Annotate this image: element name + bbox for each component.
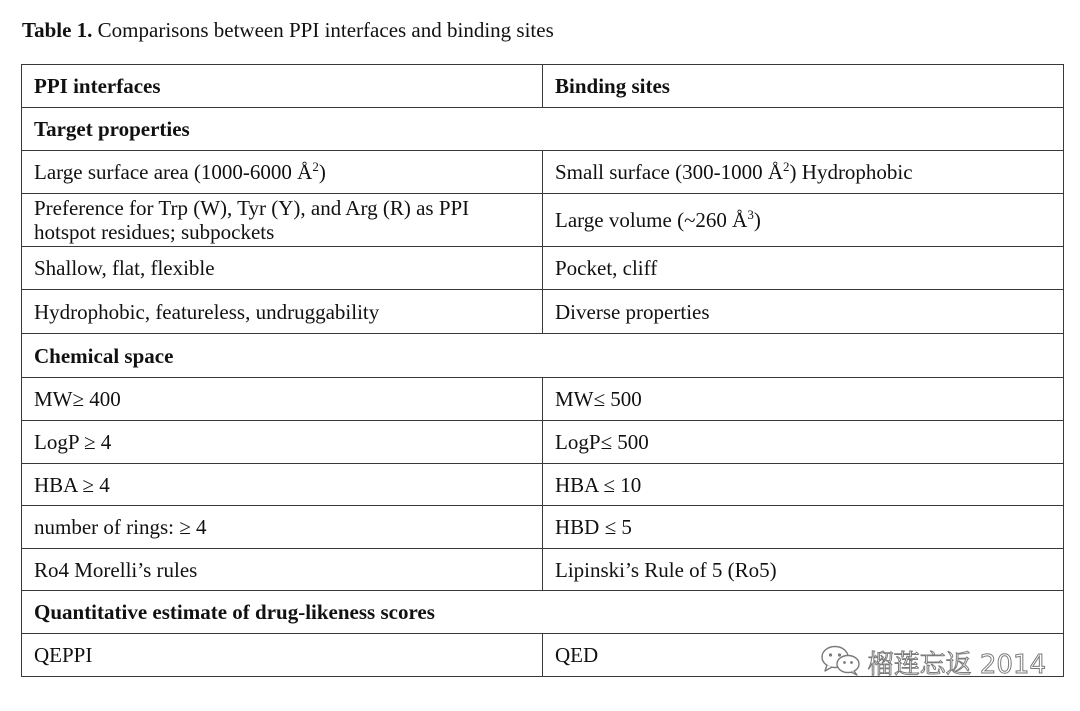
table-cell: Shallow, flat, flexible <box>22 247 543 290</box>
section-row-target-properties <box>22 108 1064 151</box>
table-caption <box>22 14 554 46</box>
watermark-text: 榴莲忘返 2014 <box>867 649 1046 680</box>
section-title: Target properties <box>22 108 1064 151</box>
table-cell: Diverse properties <box>543 290 1064 334</box>
table-cell: number of rings: ≥ 4 <box>22 506 543 549</box>
table-row <box>22 464 1064 506</box>
table-cell: Ro4 Morelli’s rules <box>22 549 543 591</box>
header-ppi-interfaces: PPI interfaces <box>22 65 543 108</box>
table-row <box>22 378 1064 421</box>
table-row <box>22 247 1064 290</box>
section-title: Chemical space <box>22 334 1064 378</box>
table-row <box>22 151 1064 194</box>
table-cell: Pocket, cliff <box>543 247 1064 290</box>
caption-label: Table 1. <box>22 18 93 42</box>
caption-text: Comparisons between PPI interfaces and binding sites <box>97 18 554 42</box>
table-cell: HBA ≥ 4 <box>22 464 543 506</box>
table-cell: Small surface (300-1000 $Å^2$) Hydrophobic <box>543 151 1064 194</box>
table-cell: QED <box>543 634 1064 677</box>
section-row-drug-likeness <box>22 591 1064 634</box>
table-row <box>22 549 1064 591</box>
table-cell: MW≤ 500 <box>543 378 1064 421</box>
table-cell: Lipinski’s Rule of 5 (Ro5) <box>543 549 1064 591</box>
section-title: Quantitative estimate of drug-likeness scores <box>22 591 1064 634</box>
table-row <box>22 506 1064 549</box>
table-cell: Preference for Trp (W), Tyr (Y), and Arg (R) as PPI hotspot residues; subpockets <box>22 194 543 247</box>
watermark <box>820 642 1046 682</box>
table-cell: QEPPI <box>22 634 543 677</box>
table-cell: LogP ≥ 4 <box>22 421 543 464</box>
table-row <box>22 290 1064 334</box>
table-cell: HBA ≤ 10 <box>543 464 1064 506</box>
header-row <box>22 65 1064 108</box>
wechat-icon <box>820 644 862 681</box>
header-binding-sites: Binding sites <box>543 65 1064 108</box>
table-cell: Large surface area (1000-6000 $Å^2$) <box>22 151 543 194</box>
table-cell: HBD ≤ 5 <box>543 506 1064 549</box>
table-row <box>22 194 1064 247</box>
comparison-table <box>21 64 1064 677</box>
table-cell: Hydrophobic, featureless, undruggability <box>22 290 543 334</box>
table-row <box>22 421 1064 464</box>
section-row-chemical-space <box>22 334 1064 378</box>
table-cell: MW≥ 400 <box>22 378 543 421</box>
table-cell: Large volume (~260 $Å^3$) <box>543 194 1064 247</box>
table-cell: LogP≤ 500 <box>543 421 1064 464</box>
